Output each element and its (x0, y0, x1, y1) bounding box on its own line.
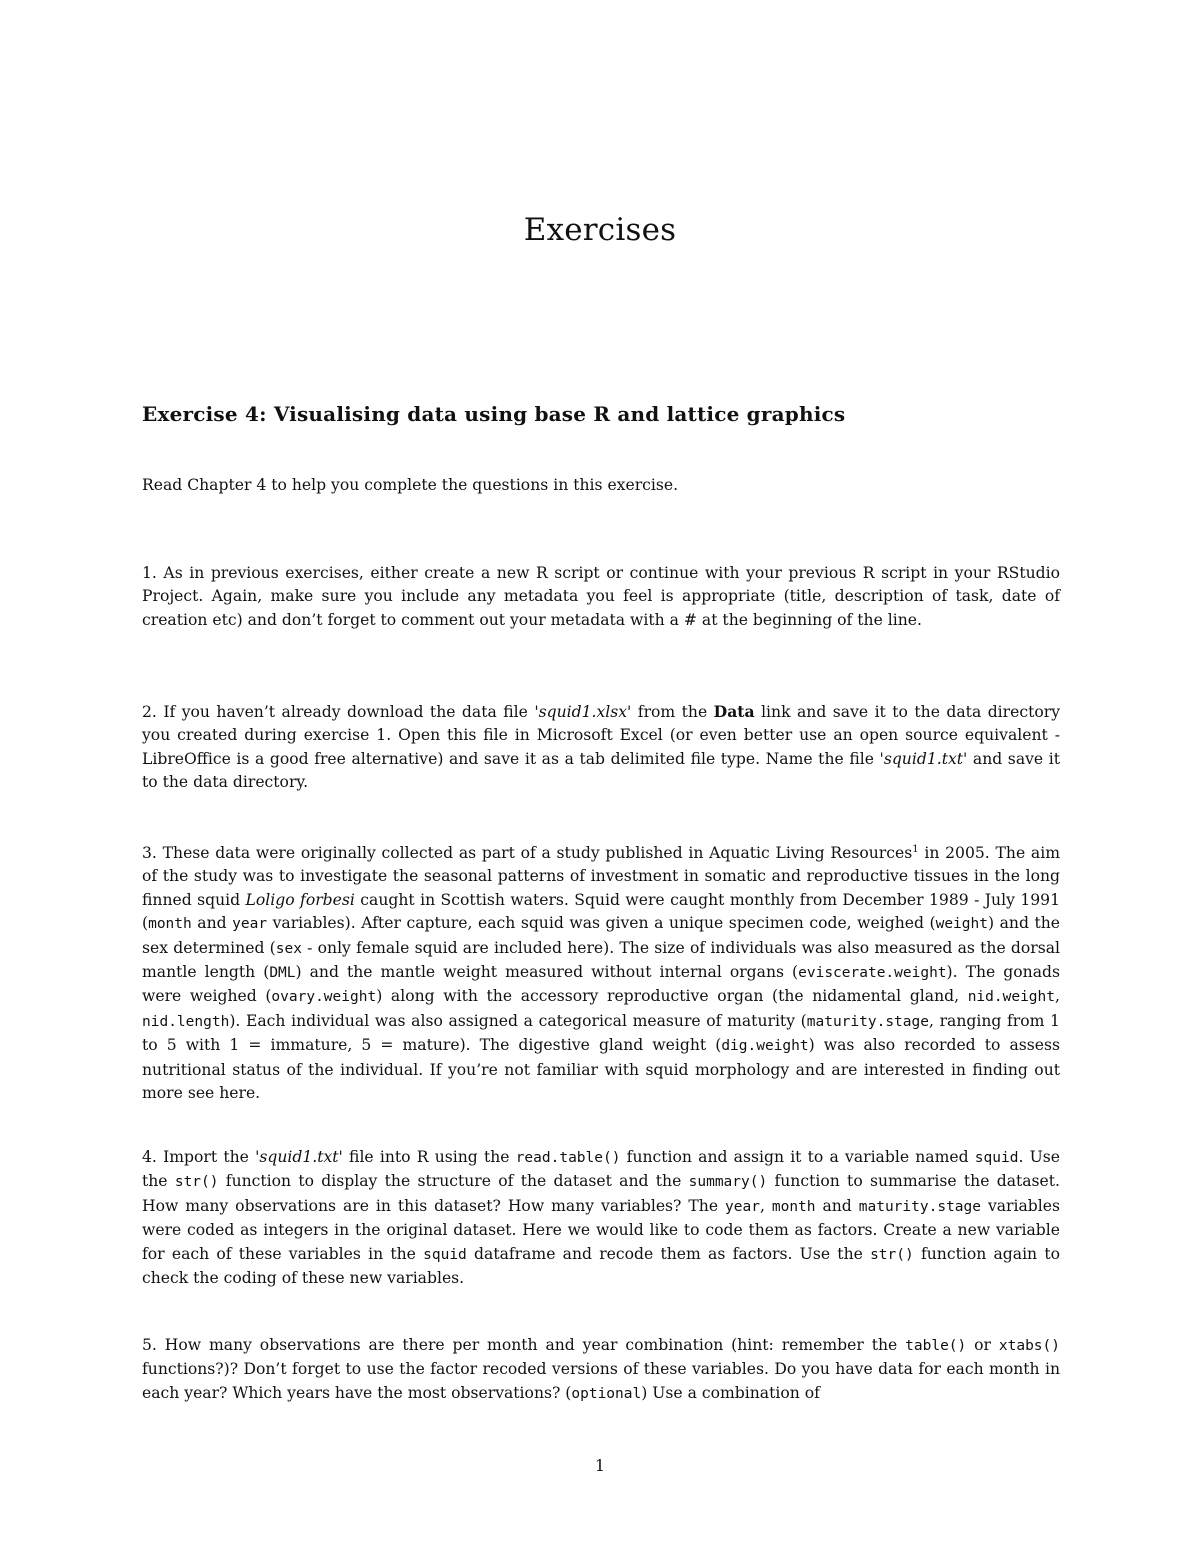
code-dml: DML (269, 965, 296, 982)
code-eviscerate-weight: eviscerate.weight (798, 965, 947, 982)
code-month: month (771, 1198, 816, 1215)
code-month: month (148, 916, 192, 933)
q3-text: ) and the sex determined ( (142, 914, 1060, 957)
code-sex: sex (275, 940, 302, 957)
q4-text: dataframe and recode them as factors. Use the (466, 1244, 871, 1263)
species-name: Loligo forbesi (245, 890, 355, 909)
q2-text: and save it to the data directory. (142, 749, 1060, 792)
q4-text: function to display the structure of the dataset and the (218, 1172, 689, 1191)
code-maturity-stage: maturity.stage (806, 1013, 929, 1030)
q3-text: ) along with the accessory reproductive organ (the nidamental gland, (376, 987, 968, 1006)
code-nid-length: nid.length (142, 1013, 230, 1030)
filename-txt: 'squid1.txt' (879, 749, 968, 768)
q3-text: , (1055, 987, 1060, 1006)
code-str: str() (174, 1174, 219, 1191)
q5-text: ) Use a combination of (641, 1383, 820, 1402)
q4-text: , (759, 1196, 772, 1215)
code-summary: summary() (688, 1174, 768, 1191)
q2-text: link and save it to the data directory you created during exercise 1. Open this file in Microsoft Excel (or even better use an open source equivalent - LibreOffice is a good free alternative) and save it as a tab delimited file type. Name the file (142, 703, 1061, 768)
q2-text: from the (631, 703, 714, 721)
code-str: str() (870, 1246, 914, 1263)
data-link[interactable]: Data (713, 702, 755, 721)
page-title: Exercises (523, 212, 677, 248)
filename-txt: 'squid1.txt' (255, 1148, 343, 1166)
code-table: table() (905, 1338, 967, 1354)
question-1: 1. As in previous exercises, either create a new R script or continue with your previous R script in your RStudio Project. Again, make sure you include any metadata you feel is appropriate (title, description of task, date of creation etc) and don’t forget to comment out your metadata with a # at the beginning of the line. (142, 564, 1060, 629)
code-weight: weight (935, 916, 988, 933)
code-year: year (232, 916, 268, 933)
q4-text: function again to check the coding of these new variables. (142, 1244, 1060, 1288)
q4-text: variables were coded as integers in the original dataset. Here we would like to code them as factors. Create a new variable for each of these variables in the (142, 1196, 1060, 1263)
section-heading: Exercise 4: Visualising data using base R and lattice graphics (142, 402, 846, 426)
code-squid: squid (974, 1150, 1019, 1166)
q5-text: or (966, 1336, 999, 1354)
q2-text: 2. If you haven’t already download the data file (142, 703, 535, 721)
question-5 (142, 1334, 1060, 1406)
q3-text: ). Each individual was also assigned a categorical measure of maturity ( (229, 1011, 807, 1030)
question-4 (142, 1146, 1060, 1290)
q4-text: file into R using the (342, 1148, 516, 1166)
filename-xlsx: 'squid1.xlsx' (534, 703, 632, 721)
intro-paragraph: Read Chapter 4 to help you complete the questions in this exercise. (142, 476, 679, 494)
q5-text: 5. How many observations are there per month and year combination (hint: remember the (142, 1336, 906, 1354)
code-ovary-weight: ovary.weight (271, 989, 377, 1006)
code-year: year (725, 1198, 760, 1215)
q4-text: . Use the (142, 1148, 1060, 1191)
code-dig-weight: dig.weight (721, 1038, 809, 1055)
code-nid-weight: nid.weight (967, 989, 1056, 1006)
q5-text: functions?)? Don’t forget to use the factor recoded versions of these variables. Do you have data for each month in each year? Which years have the most observations? ( (142, 1360, 1060, 1402)
q3-text: in 2005. The aim of the study was to investigate the seasonal patterns of investment in somatic and reproductive tissues in the long finned squid (142, 844, 1060, 909)
code-optional: optional (571, 1385, 642, 1402)
code-read-table: read.table() (515, 1150, 621, 1166)
q3-text: ) was also recorded to assess nutritional status of the individual. If you’re not familiar with squid morphology and are interested in finding out more see here. (142, 1036, 1060, 1103)
q3-text: caught in Scottish waters. Squid were caught monthly from December 1989 - July 1991 ( (142, 890, 1060, 933)
q3-text: - only female squid are included here). The size of individuals was also measured as the dorsal mantle length ( (142, 938, 1060, 982)
code-squid: squid (423, 1246, 467, 1263)
q4-text: function to summarise the dataset. How many observations are in this dataset? How many variables? The (142, 1172, 1061, 1215)
q4-text: function and assign it to a variable named (620, 1148, 975, 1166)
q3-text: ) and the mantle weight measured without internal organs ( (295, 963, 799, 982)
page-number: 1 (594, 1456, 606, 1475)
q4-text: 4. Import the (142, 1148, 256, 1166)
question-2 (142, 700, 1060, 795)
footnote-marker[interactable]: 1 (912, 843, 919, 855)
code-maturity-stage: maturity.stage (858, 1198, 981, 1215)
q3-text: ). The gonads were weighed ( (142, 963, 1060, 1006)
q3-text: variables). After capture, each squid was given a unique specimen code, weighed ( (267, 914, 936, 933)
q3-text: and (191, 914, 233, 933)
q4-text: and (815, 1196, 859, 1215)
code-xtabs: xtabs() (998, 1338, 1060, 1354)
q3-text: , ranging from 1 to 5 with 1 = immature, 5 = mature). The digestive gland weight ( (142, 1011, 1060, 1055)
question-3 (142, 842, 1060, 1105)
q3-text: 3. These data were originally collected as part of a study published in Aquatic Living Resources (142, 844, 913, 862)
